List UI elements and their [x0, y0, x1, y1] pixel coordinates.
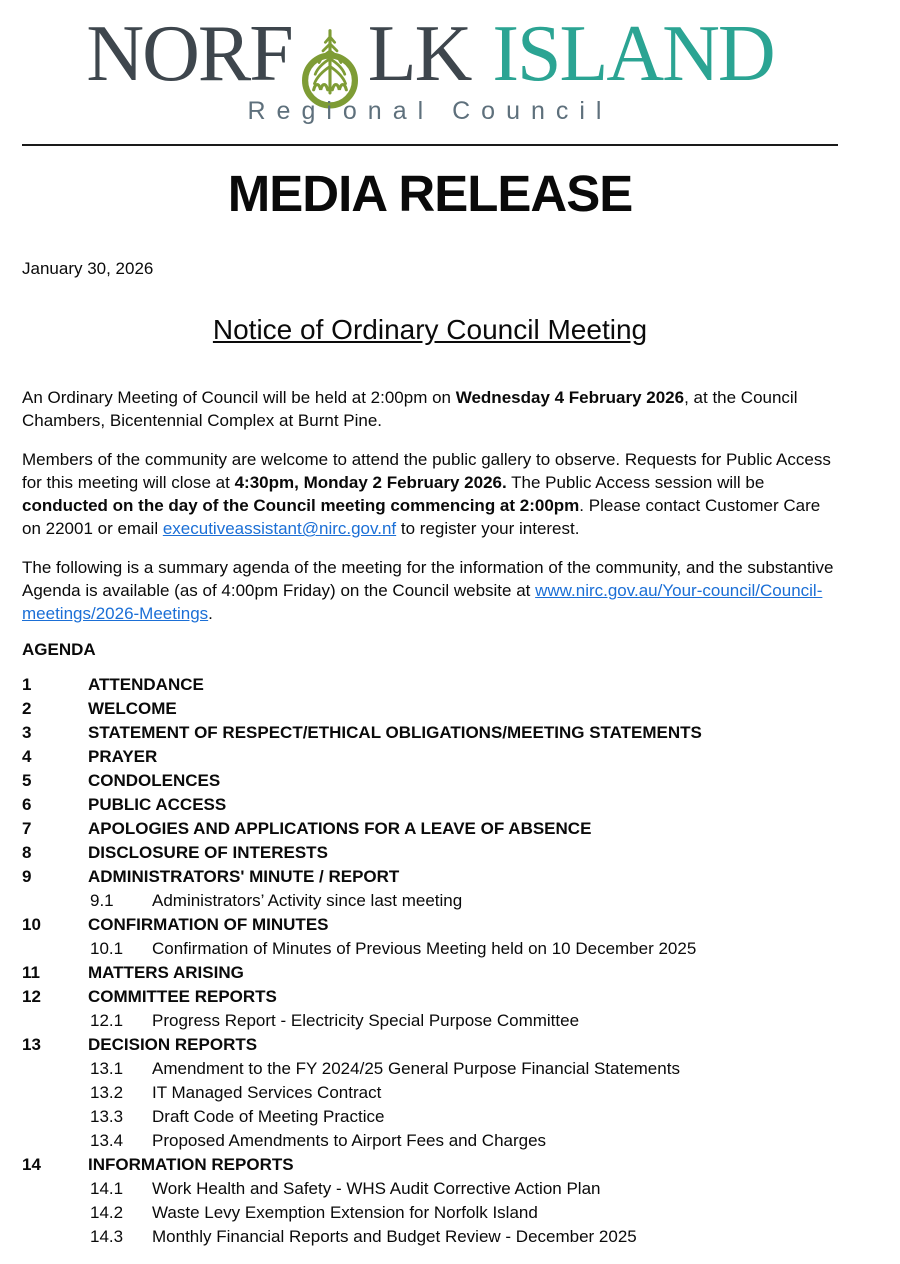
agenda-item	[22, 1153, 838, 1177]
agenda-item	[22, 721, 838, 745]
agenda-item	[22, 793, 838, 817]
paragraph-meeting-details	[22, 386, 838, 432]
logo-text-island: ISLAND	[492, 10, 774, 98]
agenda-item-number: 3	[22, 723, 32, 742]
hyperlink[interactable]: www.nirc.gov.au/Your-council/Council-meetings/2026-Meetings	[22, 581, 823, 623]
agenda-item-number: 14.1	[90, 1179, 124, 1198]
council-logo	[22, 0, 838, 126]
agenda-item	[22, 673, 838, 697]
agenda-item-number: 10.1	[90, 939, 124, 958]
agenda-item-label: Proposed Amendments to Airport Fees and Charges	[152, 1131, 547, 1150]
agenda-item	[22, 745, 838, 769]
text-run: to register your interest.	[396, 519, 580, 538]
paragraph-agenda-availability	[22, 556, 838, 625]
logo-wordmark	[22, 10, 838, 98]
text-run: , at the Council Chambers, Bicentennial Complex at Burnt Pine.	[22, 388, 798, 430]
agenda-item-number: 9.1	[90, 891, 114, 910]
bold-text-run: Wednesday 4 February 2026	[455, 388, 685, 407]
agenda-item-number: 4	[22, 747, 32, 766]
agenda-item-label: MATTERS ARISING	[88, 963, 244, 982]
agenda-item-label: IT Managed Services Contract	[152, 1083, 382, 1102]
agenda-item-label: Administrators’ Activity since last meeting	[152, 891, 463, 910]
agenda-item	[22, 817, 838, 841]
header-divider	[22, 144, 838, 146]
agenda-item-label: WELCOME	[88, 699, 177, 718]
bold-text-run: conducted on the day of the Council meeting commencing at 2:00pm	[22, 496, 580, 515]
agenda-item-number: 9	[22, 867, 32, 886]
page-title: MEDIA RELEASE	[227, 165, 633, 222]
agenda-item	[22, 1033, 838, 1057]
agenda-item-number: 5	[22, 771, 32, 790]
agenda-subitem	[22, 1105, 838, 1129]
agenda-item-number: 11	[22, 963, 40, 982]
agenda-item-number: 12.1	[90, 1011, 124, 1030]
agenda-item	[22, 769, 838, 793]
logo-text-norf: NORF	[86, 10, 292, 98]
agenda-heading: AGENDA	[22, 640, 96, 659]
agenda-item-number: 13.1	[90, 1059, 124, 1078]
agenda-item-number: 7	[22, 819, 32, 838]
notice-title: Notice of Ordinary Council Meeting	[212, 314, 648, 345]
text-run: . Please contact Customer Care on 22001 or email	[22, 496, 821, 538]
agenda-item-label: Confirmation of Minutes of Previous Meeting held on 10 December 2025	[152, 939, 697, 958]
agenda-item-label: Draft Code of Meeting Practice	[152, 1107, 385, 1126]
agenda-item-number: 10	[22, 915, 41, 934]
agenda-subitem	[22, 1129, 838, 1153]
agenda-subitem	[22, 1057, 838, 1081]
agenda-item-label: STATEMENT OF RESPECT/ETHICAL OBLIGATIONS/MEETING STATEMENTS	[88, 723, 702, 742]
agenda-item-number: 8	[22, 843, 32, 862]
agenda-item	[22, 961, 838, 985]
agenda-list	[22, 673, 838, 1249]
agenda-item-number: 12	[22, 987, 41, 1006]
agenda-item-label: CONDOLENCES	[88, 771, 221, 790]
agenda-item-label: INFORMATION REPORTS	[88, 1155, 294, 1174]
agenda-item-number: 13.2	[90, 1083, 124, 1102]
agenda-item-number: 6	[22, 795, 32, 814]
agenda-subitem	[22, 1225, 838, 1249]
agenda-item	[22, 865, 838, 889]
text-run: Members of the community are welcome to attend the public gallery to observe. Requests for Public Access for this meeting will close at	[22, 450, 831, 492]
agenda-item-number: 14.2	[90, 1203, 124, 1222]
agenda-item-label: Amendment to the FY 2024/25 General Purpose Financial Statements	[152, 1059, 680, 1078]
agenda-item-label: COMMITTEE REPORTS	[88, 987, 277, 1006]
agenda-item-number: 13.4	[90, 1131, 124, 1150]
release-date: January 30, 2026	[22, 259, 154, 278]
hyperlink[interactable]: executiveassistant@nirc.gov.nf	[162, 519, 397, 538]
paragraph-public-access	[22, 448, 838, 540]
agenda-item-label: Waste Levy Exemption Extension for Norfolk Island	[152, 1203, 538, 1222]
agenda-item-label: Progress Report - Electricity Special Purpose Committee	[152, 1011, 580, 1030]
agenda-item-number: 13.3	[90, 1107, 124, 1126]
agenda-item-label: ADMINISTRATORS' MINUTE / REPORT	[88, 867, 400, 886]
agenda-item-label: PRAYER	[88, 747, 158, 766]
agenda-item-number: 2	[22, 699, 32, 718]
agenda-item-number: 14	[22, 1155, 41, 1174]
agenda-subitem	[22, 1177, 838, 1201]
agenda-item-label: PUBLIC ACCESS	[88, 795, 227, 814]
agenda-item-number: 1	[22, 675, 32, 694]
agenda-item-label: APOLOGIES AND APPLICATIONS FOR A LEAVE OF ABSENCE	[88, 819, 592, 838]
agenda-subitem	[22, 889, 838, 913]
agenda-subitem	[22, 1009, 838, 1033]
agenda-item	[22, 841, 838, 865]
logo-text-lk: LK	[367, 10, 471, 98]
body-copy	[22, 386, 838, 625]
agenda-subitem	[22, 937, 838, 961]
agenda-subitem	[22, 1081, 838, 1105]
agenda-item-label: DECISION REPORTS	[88, 1035, 258, 1054]
agenda-item-number: 13	[22, 1035, 41, 1054]
text-run: The Public Access session will be	[506, 473, 765, 492]
logo-subtitle: Regional Council	[247, 97, 613, 125]
agenda-item	[22, 913, 838, 937]
text-run: An Ordinary Meeting of Council will be held at 2:00pm on	[22, 388, 456, 407]
agenda-item-label: CONFIRMATION OF MINUTES	[88, 915, 329, 934]
text-run: The following is a summary agenda of the meeting for the information of the community, and the substantive Agenda is available (as of 4:00pm Friday) on the Council website at	[22, 558, 834, 600]
agenda-subitem	[22, 1201, 838, 1225]
bold-text-run: 4:30pm, Monday 2 February 2026.	[234, 473, 507, 492]
agenda-item-label: Work Health and Safety - WHS Audit Corrective Action Plan	[152, 1179, 601, 1198]
agenda-item-label: DISCLOSURE OF INTERESTS	[88, 843, 328, 862]
agenda-item-label: ATTENDANCE	[88, 675, 204, 694]
text-run: .	[208, 604, 213, 623]
agenda-item-label: Monthly Financial Reports and Budget Review - December 2025	[152, 1227, 637, 1246]
agenda-item-number: 14.3	[90, 1227, 124, 1246]
agenda-item	[22, 697, 838, 721]
agenda-item	[22, 985, 838, 1009]
